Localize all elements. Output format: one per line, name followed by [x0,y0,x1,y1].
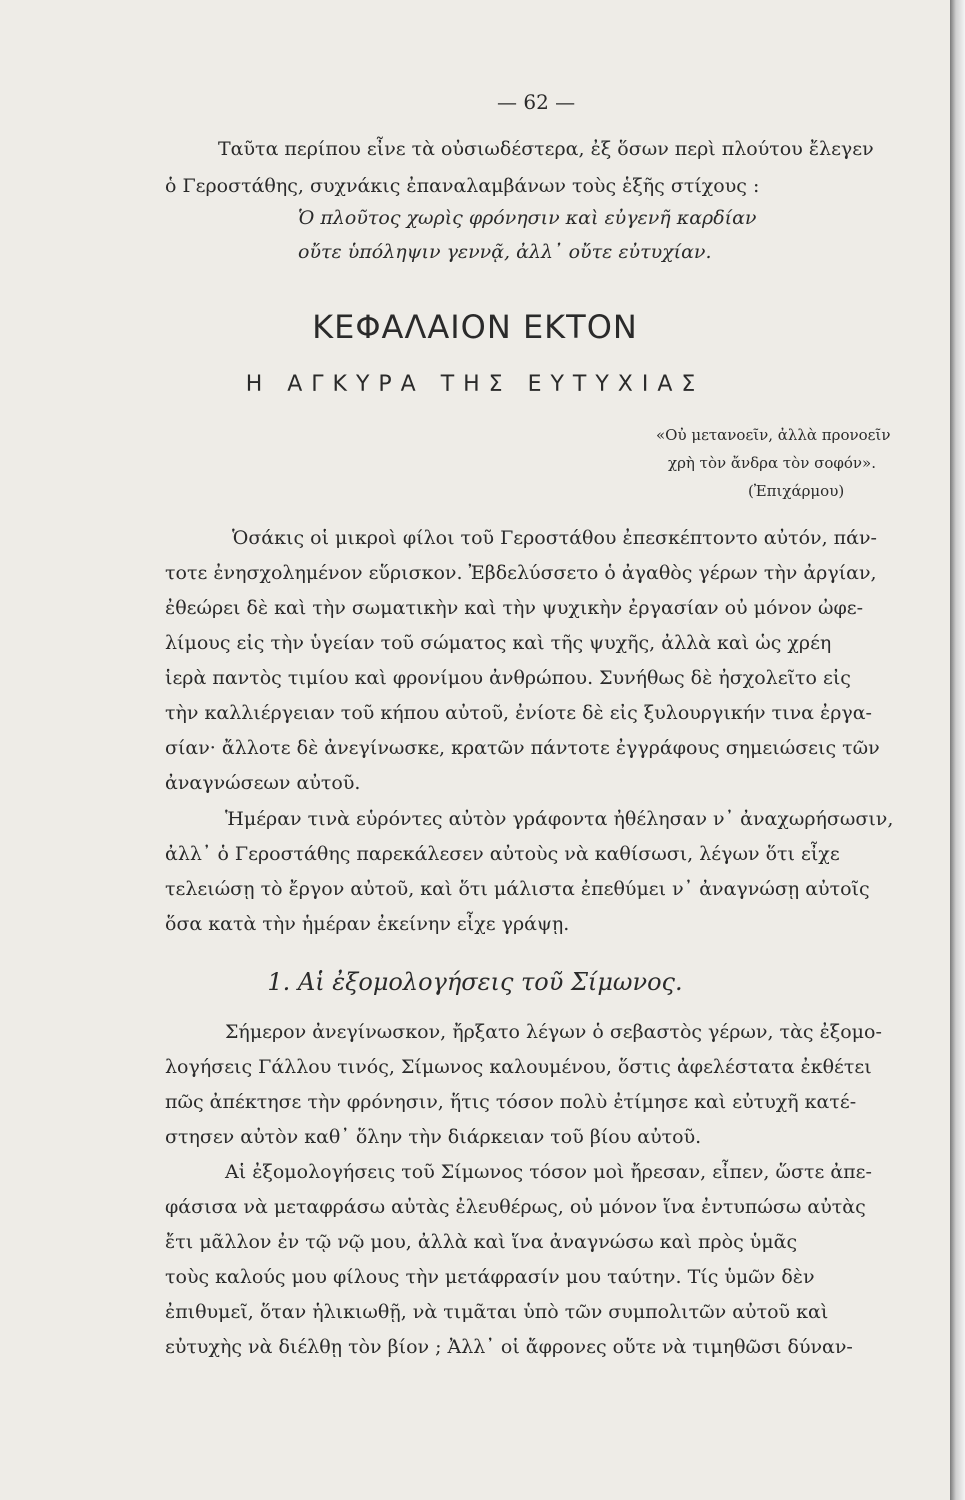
verse-line-2: οὔτε ὑπόληψιν γεννᾷ, ἀλλ᾿ οὔτε εὐτυχίαν. [298,241,712,263]
p4-line-1: Αἱ ἐξομολογήσεις τοῦ Σίμωνος τόσον μοὶ ἤρεσαν, εἶπεν, ὥστε ἀπε- [225,1161,872,1183]
page-binding-edge [950,0,965,1500]
intro-line-2: ὁ Γεροστάθης, συχνάκις ἐπαναλαμβάνων τοὺς ἑξῆς στίχους : [165,175,760,197]
p2-line-2: ἀλλ᾿ ὁ Γεροστάθης παρεκάλεσεν αὐτοὺς νὰ καθίσωσι, λέγων ὅτι εἶχε [165,843,840,865]
p1-line-4: λίμους εἰς τὴν ὑγείαν τοῦ σώματος καὶ τῆς ψυχῆς, ἀλλὰ καὶ ὡς χρέη [165,632,832,654]
p3-line-2: λογήσεις Γάλλου τινός, Σίμωνος καλουμένου, ὅστις ἀφελέστατα ἐκθέτει [165,1056,872,1078]
p4-line-3: ἔτι μᾶλλον ἐν τῷ νῷ μου, ἀλλὰ καὶ ἵνα ἀναγνώσω καὶ πρὸς ὑμᾶς [165,1231,798,1253]
p1-line-6: τὴν καλλιέργειαν τοῦ κήπου αὐτοῦ, ἐνίοτε δὲ εἰς ξυλουργικήν τινα ἐργα- [165,702,872,724]
p2-line-1: Ἡμέραν τινὰ εὑρόντες αὐτὸν γράφοντα ἠθέλησαν ν᾿ ἀναχωρήσωσιν, [225,808,894,830]
p3-line-4: στησεν αὐτὸν καθ᾿ ὅλην τὴν διάρκειαν τοῦ βίου αὐτοῦ. [165,1126,702,1148]
p4-line-4: τοὺς καλούς μου φίλους τὴν μετάφρασίν μου ταύτην. Τίς ὑμῶν δὲν [165,1266,815,1288]
page-number: — 62 — [497,90,576,114]
p1-line-3: ἐθεώρει δὲ καὶ τὴν σωματικὴν καὶ τὴν ψυχικὴν ἐργασίαν οὐ μόνον ὠφε- [165,597,864,619]
p1-line-1: Ὁσάκις οἱ μικροὶ φίλοι τοῦ Γεροστάθου ἐπεσκέπτοντο αὐτόν, πάν- [232,527,877,549]
verse-line-1: Ὁ πλοῦτος χωρὶς φρόνησιν καὶ εὐγενῆ καρδίαν [298,207,757,229]
epigraph-line-2: χρὴ τὸν ἄνδρα τὸν σοφόν». [668,454,876,472]
epigraph-line-1: «Οὐ μετανοεῖν, ἀλλὰ προνοεῖν [656,426,891,444]
p2-line-3: τελειώσῃ τὸ ἔργον αὐτοῦ, καὶ ὅτι μάλιστα ἐπεθύμει ν᾿ ἀναγνώσῃ αὐτοῖς [165,878,870,900]
p3-line-1: Σήμερον ἀνεγίνωσκον, ἤρξατο λέγων ὁ σεβαστὸς γέρων, τὰς ἐξομο- [225,1021,882,1043]
intro-line-1: Ταῦτα περίπου εἶνε τὰ οὐσιωδέστερα, ἐξ ὅσων περὶ πλούτου ἔλεγεν [218,138,874,160]
chapter-title: ΚΕΦΑΛΑΙΟΝ ΕΚΤΟΝ [312,308,638,346]
p1-line-5: ἱερὰ παντὸς τιμίου καὶ φρονίμου ἀνθρώπου. Συνήθως δὲ ἠσχολεῖτο εἰς [165,667,851,689]
section-title: 1. Αἱ ἐξομολογήσεις τοῦ Σίμωνος. [267,968,683,996]
p1-line-2: τοτε ἐνησχολημένον εὕρισκον. Ἐβδελύσσετο ὁ ἀγαθὸς γέρων τὴν ἀργίαν, [165,562,877,584]
p2-line-4: ὅσα κατὰ τὴν ἡμέραν ἐκείνην εἶχε γράψῃ. [165,913,570,935]
p4-line-6: εὐτυχὴς νὰ διέλθῃ τὸν βίον ; Ἀλλ᾿ οἱ ἄφρονες οὔτε νὰ τιμηθῶσι δύναν- [165,1336,853,1358]
p3-line-3: πῶς ἀπέκτησε τὴν φρόνησιν, ἥτις τόσον πολὺ ἐτίμησε καὶ εὐτυχῆ κατέ- [165,1091,857,1113]
p4-line-2: φάσισα νὰ μεταφράσω αὐτὰς ἐλευθέρως, οὐ μόνον ἵνα ἐντυπώσω αὐτὰς [165,1196,866,1218]
epigraph-attribution: (Ἐπιχάρμου) [748,482,845,500]
p1-line-8: ἀναγνώσεων αὐτοῦ. [165,772,361,794]
p1-line-7: σίαν· ἄλλοτε δὲ ἀνεγίνωσκε, κρατῶν πάντοτε ἐγγράφους σημειώσεις τῶν [165,737,880,759]
chapter-subtitle: Η ΑΓΚΥΡΑ ΤΗΣ ΕΥΤΥΧΙΑΣ [245,372,705,397]
p4-line-5: ἐπιθυμεῖ, ὅταν ἡλικιωθῇ, νὰ τιμᾶται ὑπὸ τῶν συμπολιτῶν αὐτοῦ καὶ [165,1301,829,1323]
